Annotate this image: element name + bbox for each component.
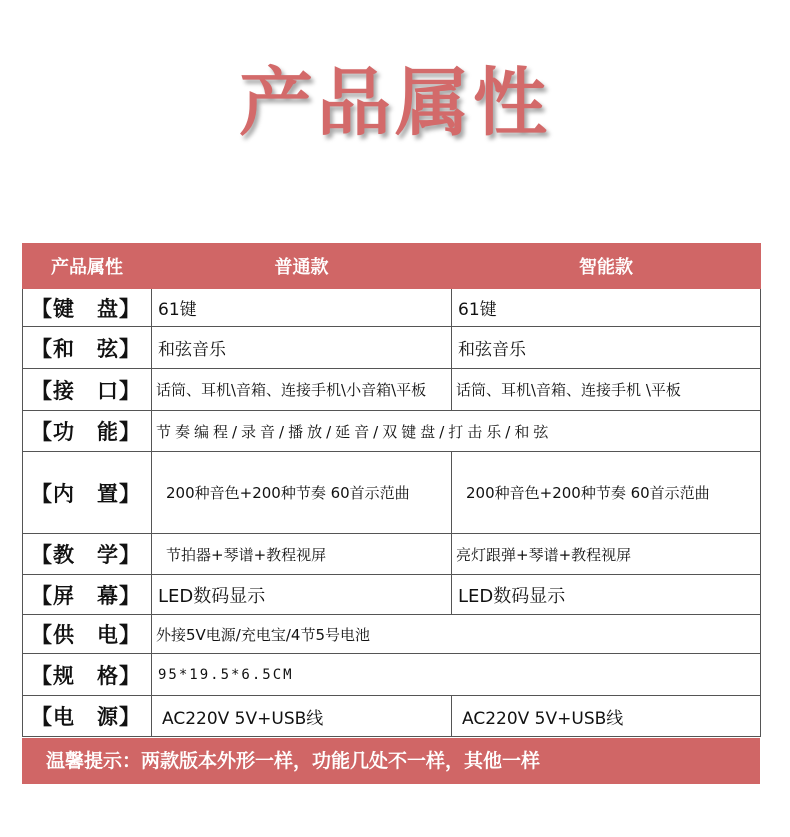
shared-value: 95*19.5*6.5CM — [152, 654, 761, 696]
smart-value: 200种音色+200种节奏 60首示范曲 — [452, 452, 761, 534]
table-row-function — [23, 411, 761, 452]
smart-value: 话筒、耳机\音箱、连接手机 \平板 — [452, 369, 761, 411]
shared-value: 节奏编程/录音/播放/延音/双键盘/打击乐/和弦 — [152, 411, 761, 452]
header-standard: 普通款 — [152, 244, 452, 289]
row-label: 【规 格】 — [23, 654, 152, 696]
smart-value: 61键 — [452, 289, 761, 327]
table-row-dimensions — [23, 654, 761, 696]
table-row-teaching — [23, 534, 761, 575]
header-attribute: 产品属性 — [23, 244, 152, 289]
standard-value: AC220V 5V+USB线 — [152, 696, 452, 737]
footer-note: 温馨提示：两款版本外形一样，功能几处不一样，其他一样 — [22, 738, 760, 784]
table-row-chord — [23, 327, 761, 369]
standard-value: 和弦音乐 — [152, 327, 452, 369]
row-label: 【内 置】 — [23, 452, 152, 534]
standard-value: 话筒、耳机\音箱、连接手机\小音箱\平板 — [152, 369, 452, 411]
row-label: 【教 学】 — [23, 534, 152, 575]
table-row-builtin — [23, 452, 761, 534]
spec-table — [22, 243, 761, 737]
standard-value: 61键 — [152, 289, 452, 327]
row-label: 【屏 幕】 — [23, 575, 152, 615]
smart-value: LED数码显示 — [452, 575, 761, 615]
smart-value: 和弦音乐 — [452, 327, 761, 369]
row-label: 【和 弦】 — [23, 327, 152, 369]
row-label: 【功 能】 — [23, 411, 152, 452]
standard-value: LED数码显示 — [152, 575, 452, 615]
table-row-keyboard — [23, 289, 761, 327]
standard-value: 200种音色+200种节奏 60首示范曲 — [152, 452, 452, 534]
table-row-interface — [23, 369, 761, 411]
table-row-screen — [23, 575, 761, 615]
table-header-row — [23, 244, 761, 289]
shared-value: 外接5V电源/充电宝/4节5号电池 — [152, 615, 761, 654]
smart-value: AC220V 5V+USB线 — [452, 696, 761, 737]
table-row-power — [23, 696, 761, 737]
row-label: 【接 口】 — [23, 369, 152, 411]
row-label: 【键 盘】 — [23, 289, 152, 327]
row-label: 【电 源】 — [23, 696, 152, 737]
page-title: 产品属性 — [239, 60, 551, 146]
row-label: 【供 电】 — [23, 615, 152, 654]
table-row-power-supply — [23, 615, 761, 654]
standard-value: 节拍器+琴谱+教程视屏 — [152, 534, 452, 575]
header-smart: 智能款 — [452, 244, 761, 289]
smart-value: 亮灯跟弹+琴谱+教程视屏 — [452, 534, 761, 575]
